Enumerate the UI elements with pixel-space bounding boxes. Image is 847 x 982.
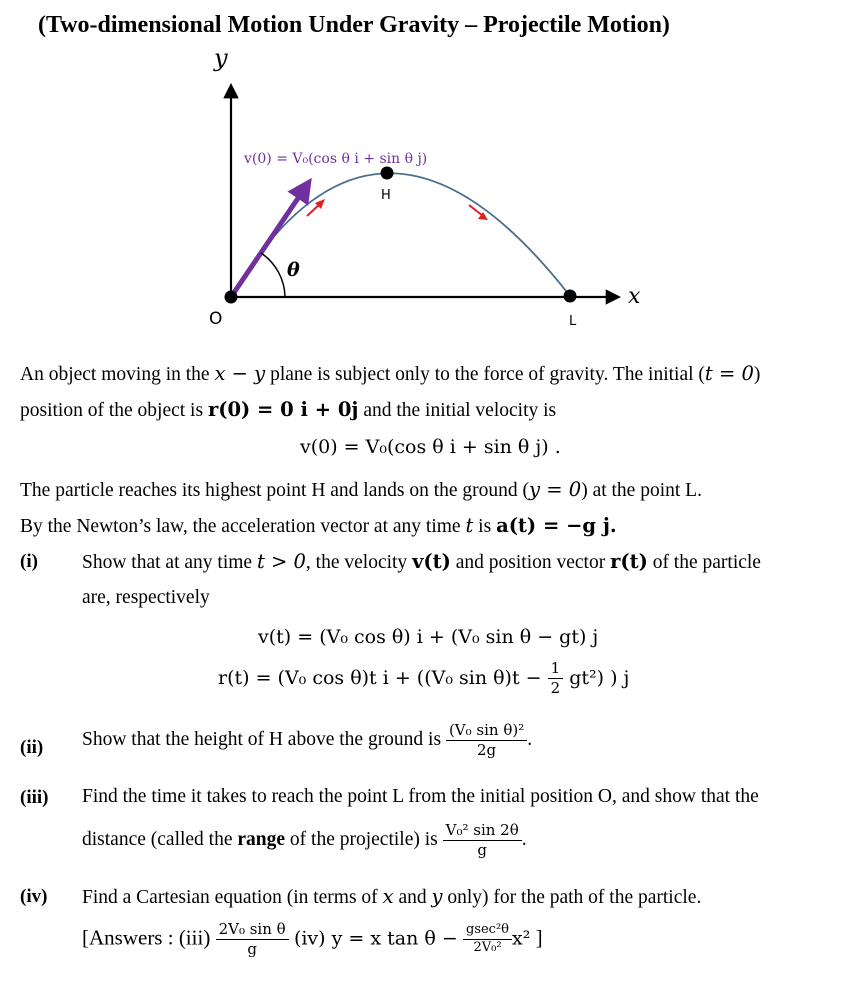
part-i-numeral: (i): [20, 551, 38, 572]
intro-line-2: position of the object is r(0) = 0 i + 0j and the initial velocity is: [20, 398, 557, 421]
velocity-equation: v(t) = (V₀ cos θ) i + (V₀ sin θ − gt) j: [258, 626, 599, 648]
landing-point: [564, 290, 577, 303]
projectile-diagram: [0, 0, 847, 340]
angle-label: θ: [287, 259, 300, 281]
intro-line-1: An object moving in the x − y plane is subject only to the force of gravity. The initial (t = 0): [20, 362, 761, 385]
x-axis-label: x: [628, 284, 641, 309]
part-iii-text: Find the time it takes to reach the point L from the initial position O, and show that the: [82, 786, 759, 807]
intro-line-4: By the Newton’s law, the acceleration vector at any time t is a(t) = −g j.: [20, 514, 617, 537]
apex-label: H: [381, 188, 391, 203]
page-title: (Two-dimensional Motion Under Gravity – Projectile Motion): [38, 12, 670, 38]
answer-iii-fraction: $\frac{\text{2V₀ sin θ}}{g}$: [216, 921, 289, 959]
origin-label: O: [209, 309, 223, 329]
apex-point: [381, 167, 394, 180]
height-fraction: $\frac{\text{(V₀ sin θ)²}}{2g}$: [446, 722, 527, 760]
range-fraction: $\frac{\text{V₀² sin 2θ}}{g}$: [443, 822, 522, 860]
part-ii-text: Show that the height of H above the ground is $\frac{\text{(V₀ sin θ)²}}{2g}$ .: [82, 721, 533, 760]
part-iii-text-2: distance (called the range of the projectile) is $\frac{\text{V₀² sin 2θ}}{g}$ .: [82, 821, 527, 860]
y-axis-label: y: [214, 44, 228, 72]
half-fraction: $\frac{1}{2}$: [548, 660, 564, 698]
part-iv-numeral: (iv): [20, 886, 48, 907]
part-iv-text: Find a Cartesian equation (in terms of x and y only) for the path of the particle.: [82, 885, 702, 908]
origin-point: [225, 291, 238, 304]
initial-velocity-equation: v(0) = V₀(cos θ i + sin θ j) .: [300, 436, 561, 458]
position-equation: r(t) = (V₀ cos θ)t i + ((V₀ sin θ)t − $\frac{1}{2}$ gt²) ) j: [218, 659, 630, 698]
part-ii-numeral: (ii): [20, 737, 44, 758]
answers-line: [Answers : (iii) $\frac{\text{2V₀ sin θ}}{g}$ (iv) y = x tan θ − $\frac{\text{gsec²θ}}{\text{2V₀²}}$ x² ]: [82, 920, 543, 959]
angle-arc: [261, 253, 285, 297]
part-iii-numeral: (iii): [20, 787, 49, 808]
intro-line-3: The particle reaches its highest point H and lands on the ground (y = 0) at the point L.: [20, 478, 702, 501]
landing-label: L: [569, 314, 577, 329]
direction-arrow-descending: [469, 205, 488, 220]
part-i-text-2: are, respectively: [82, 587, 210, 608]
answer-iv-fraction: $\frac{\text{gsec²θ}}{\text{2V₀²}}$: [463, 923, 512, 956]
velocity-label: v(0) = V₀(cos θ i + sin θ j): [244, 151, 428, 167]
part-i-text: Show that at any time t > 0, the velocity v(t) and position vector r(t) of the particle: [82, 550, 761, 573]
